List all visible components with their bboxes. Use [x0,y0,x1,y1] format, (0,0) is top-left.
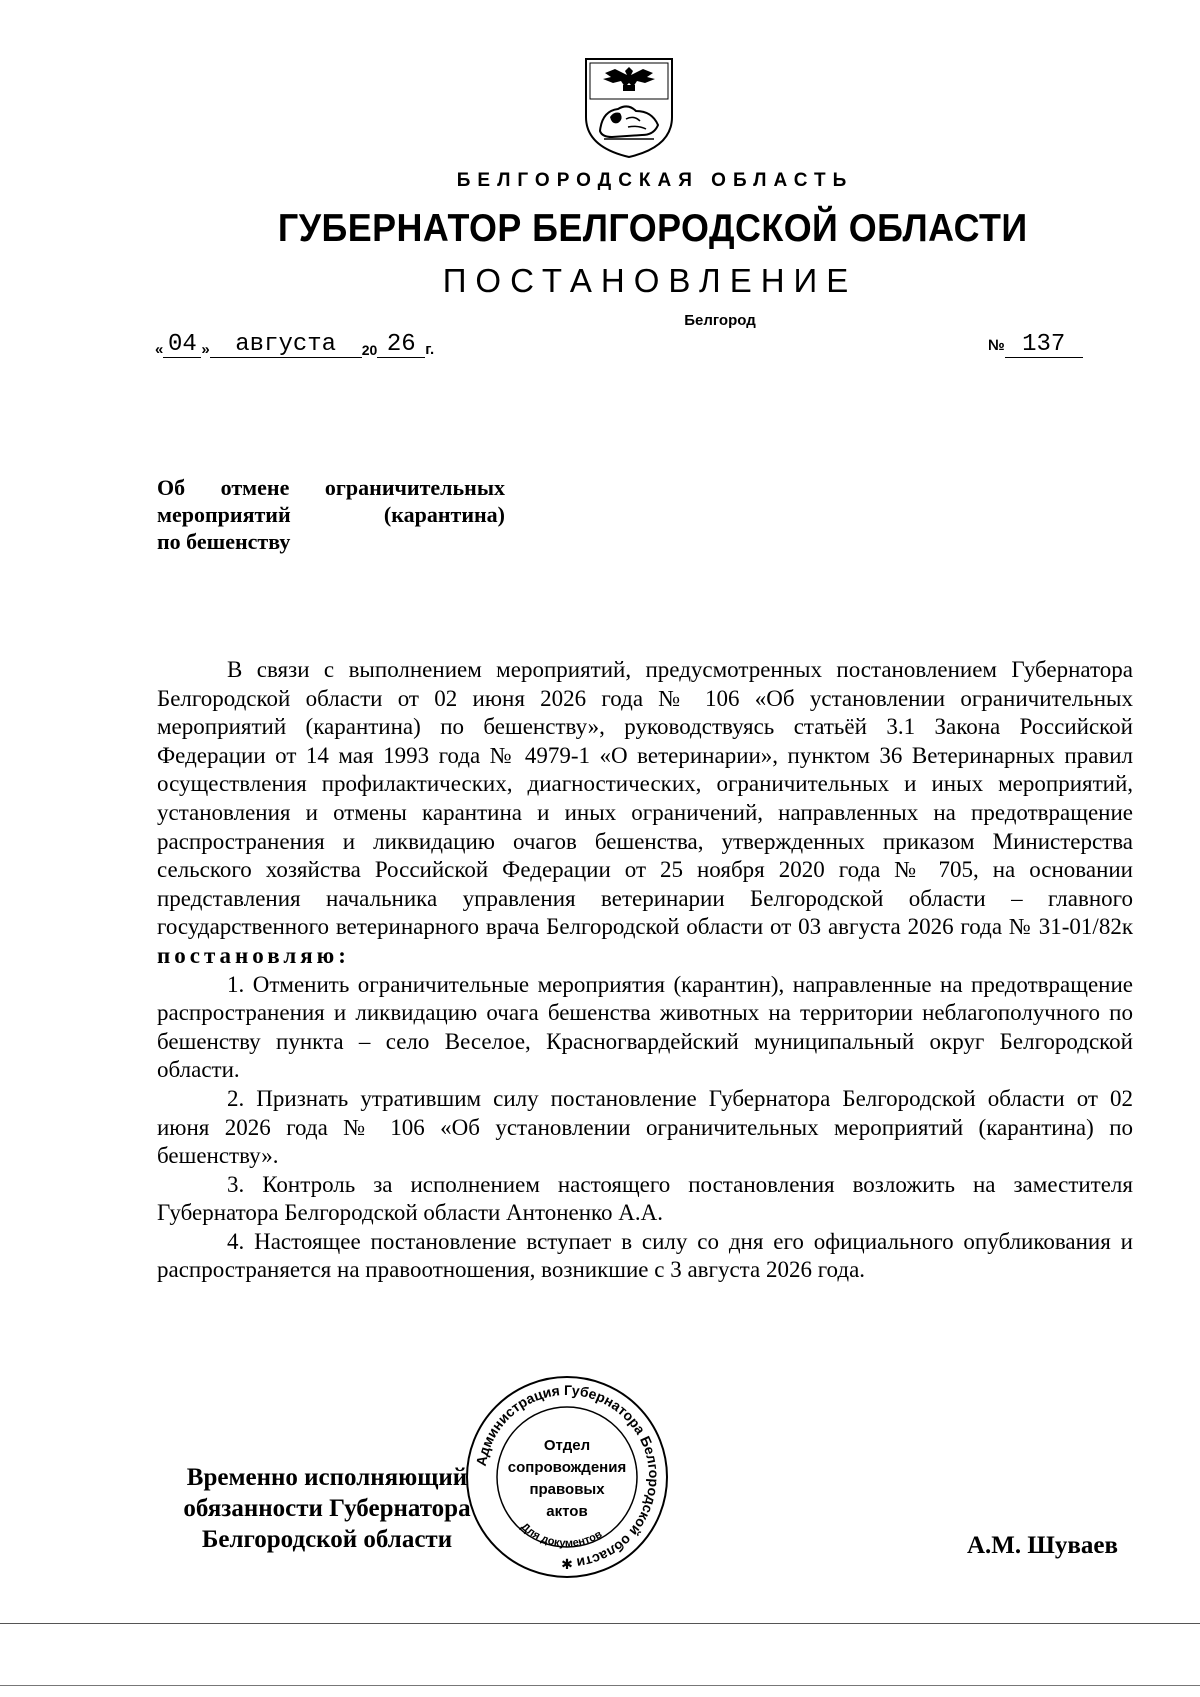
preamble-paragraph [157,656,1133,971]
subject-line: мероприятий (карантина) [157,502,505,527]
preamble-text: В связи с выполнением мероприятий, предусмотренных постановлением Губернатора Белгородской области от 02 июня 2026 года № 106 «Об установлении ограничительных мероприятий (карантина) по бешенству», руководствуясь статьёй 3.1 Закона Российской Федерации от 14 мая 1993 года № 4979-1 «О ветеринарии», пунктом 36 Ветеринарных правил осуществления профилактических, диагностических, ограничительных и иных мероприятий, установления и отмены карантина и иных ограничений, направленных на предотвращение распространения и ликвидацию очагов бешенства, утвержденных приказом Министерства сельского хозяйства Российской Федерации от 25 ноября 2020 года № 705, на основании представления начальника управления ветеринарии Белгородской области – главного государственного ветеринарного врача Белгородской области от 03 августа 2026 года № 31-01/82к [157,657,1133,940]
date-year-prefix: 20 [361,342,378,358]
date-month: августа [210,333,362,358]
stamp-center-line: актов [546,1503,588,1520]
item-paragraph-4: 4. Настоящее постановление вступает в силу со дня его официального опубликования и распространяется на правоотношения, возникшие с 3 августа 2026 года. [157,1228,1133,1283]
date-open-quote: « [155,341,164,358]
resolve-word: постановляю: [157,942,350,968]
item-paragraph-1: 1. Отменить ограничительные мероприятия (карантин), направленные на предотвращение распространения и ликвидацию очага бешенства животных на территории неблагополучного по бешенству пункта – село Веселое, Красногвардейский муниципальный округ Белгородской области. [157,971,1133,1083]
date-year-abbr: г. [425,341,435,358]
official-stamp [462,1372,672,1582]
date-close-quote: » [201,341,210,358]
stamp-center-line: сопровождения [507,1459,627,1476]
stamp-bottom-text: Для документов [518,1520,605,1550]
subject-line: по бешенству [157,529,291,554]
bottom-divider [0,1623,1200,1624]
date-day: 04 [163,333,201,358]
authority-heading: ГУБЕРНАТОР БЕЛГОРОДСКОЙ ОБЛАСТИ [277,207,1028,250]
svg-text:Для документов [518,1521,604,1550]
item-paragraph-3: 3. Контроль за исполнением настоящего постановления возложить на заместителя Губернатора Белгородской области Антоненко А.А. [157,1171,1133,1226]
stamp-star-icon: ✱ [561,1558,573,1573]
date-year-suffix: 26 [377,333,425,358]
city-label: Белгород [684,312,756,329]
signatory-name: А.М. Шуваев [967,1532,1118,1559]
number-label: № [988,337,1005,354]
coat-of-arms-emblem [582,55,676,161]
document-type-heading: ПОСТАНОВЛЕНИЕ [442,262,858,299]
item-paragraph-2: 2. Признать утратившим силу постановление Губернатора Белгородской области от 02 июня 2026 года № 106 «Об установлении ограничительных мероприятий (карантина) по бешенству». [157,1085,1133,1169]
bottom-divider [0,1685,1200,1686]
document-number [988,333,1083,358]
signatory-title [172,1462,482,1555]
signatory-title-line: Белгородской области [201,1526,453,1553]
region-heading: БЕЛГОРОДСКАЯ ОБЛАСТЬ [456,170,854,191]
stamp-ring-text: Администрация Губернатора Белгородской области [472,1381,663,1572]
signatory-title-line: обязанности Губернатора [183,1495,471,1522]
stamp-center-line: правовых [529,1481,605,1498]
signatory-title-line: Временно исполняющий [186,1464,468,1491]
document-body [157,656,1133,1285]
document-date [155,333,434,365]
number-value: 137 [1005,333,1083,358]
document-subject [157,474,505,555]
stamp-center-line: Отдел [543,1437,591,1454]
subject-line: Об отмене ограничительных [157,475,505,500]
